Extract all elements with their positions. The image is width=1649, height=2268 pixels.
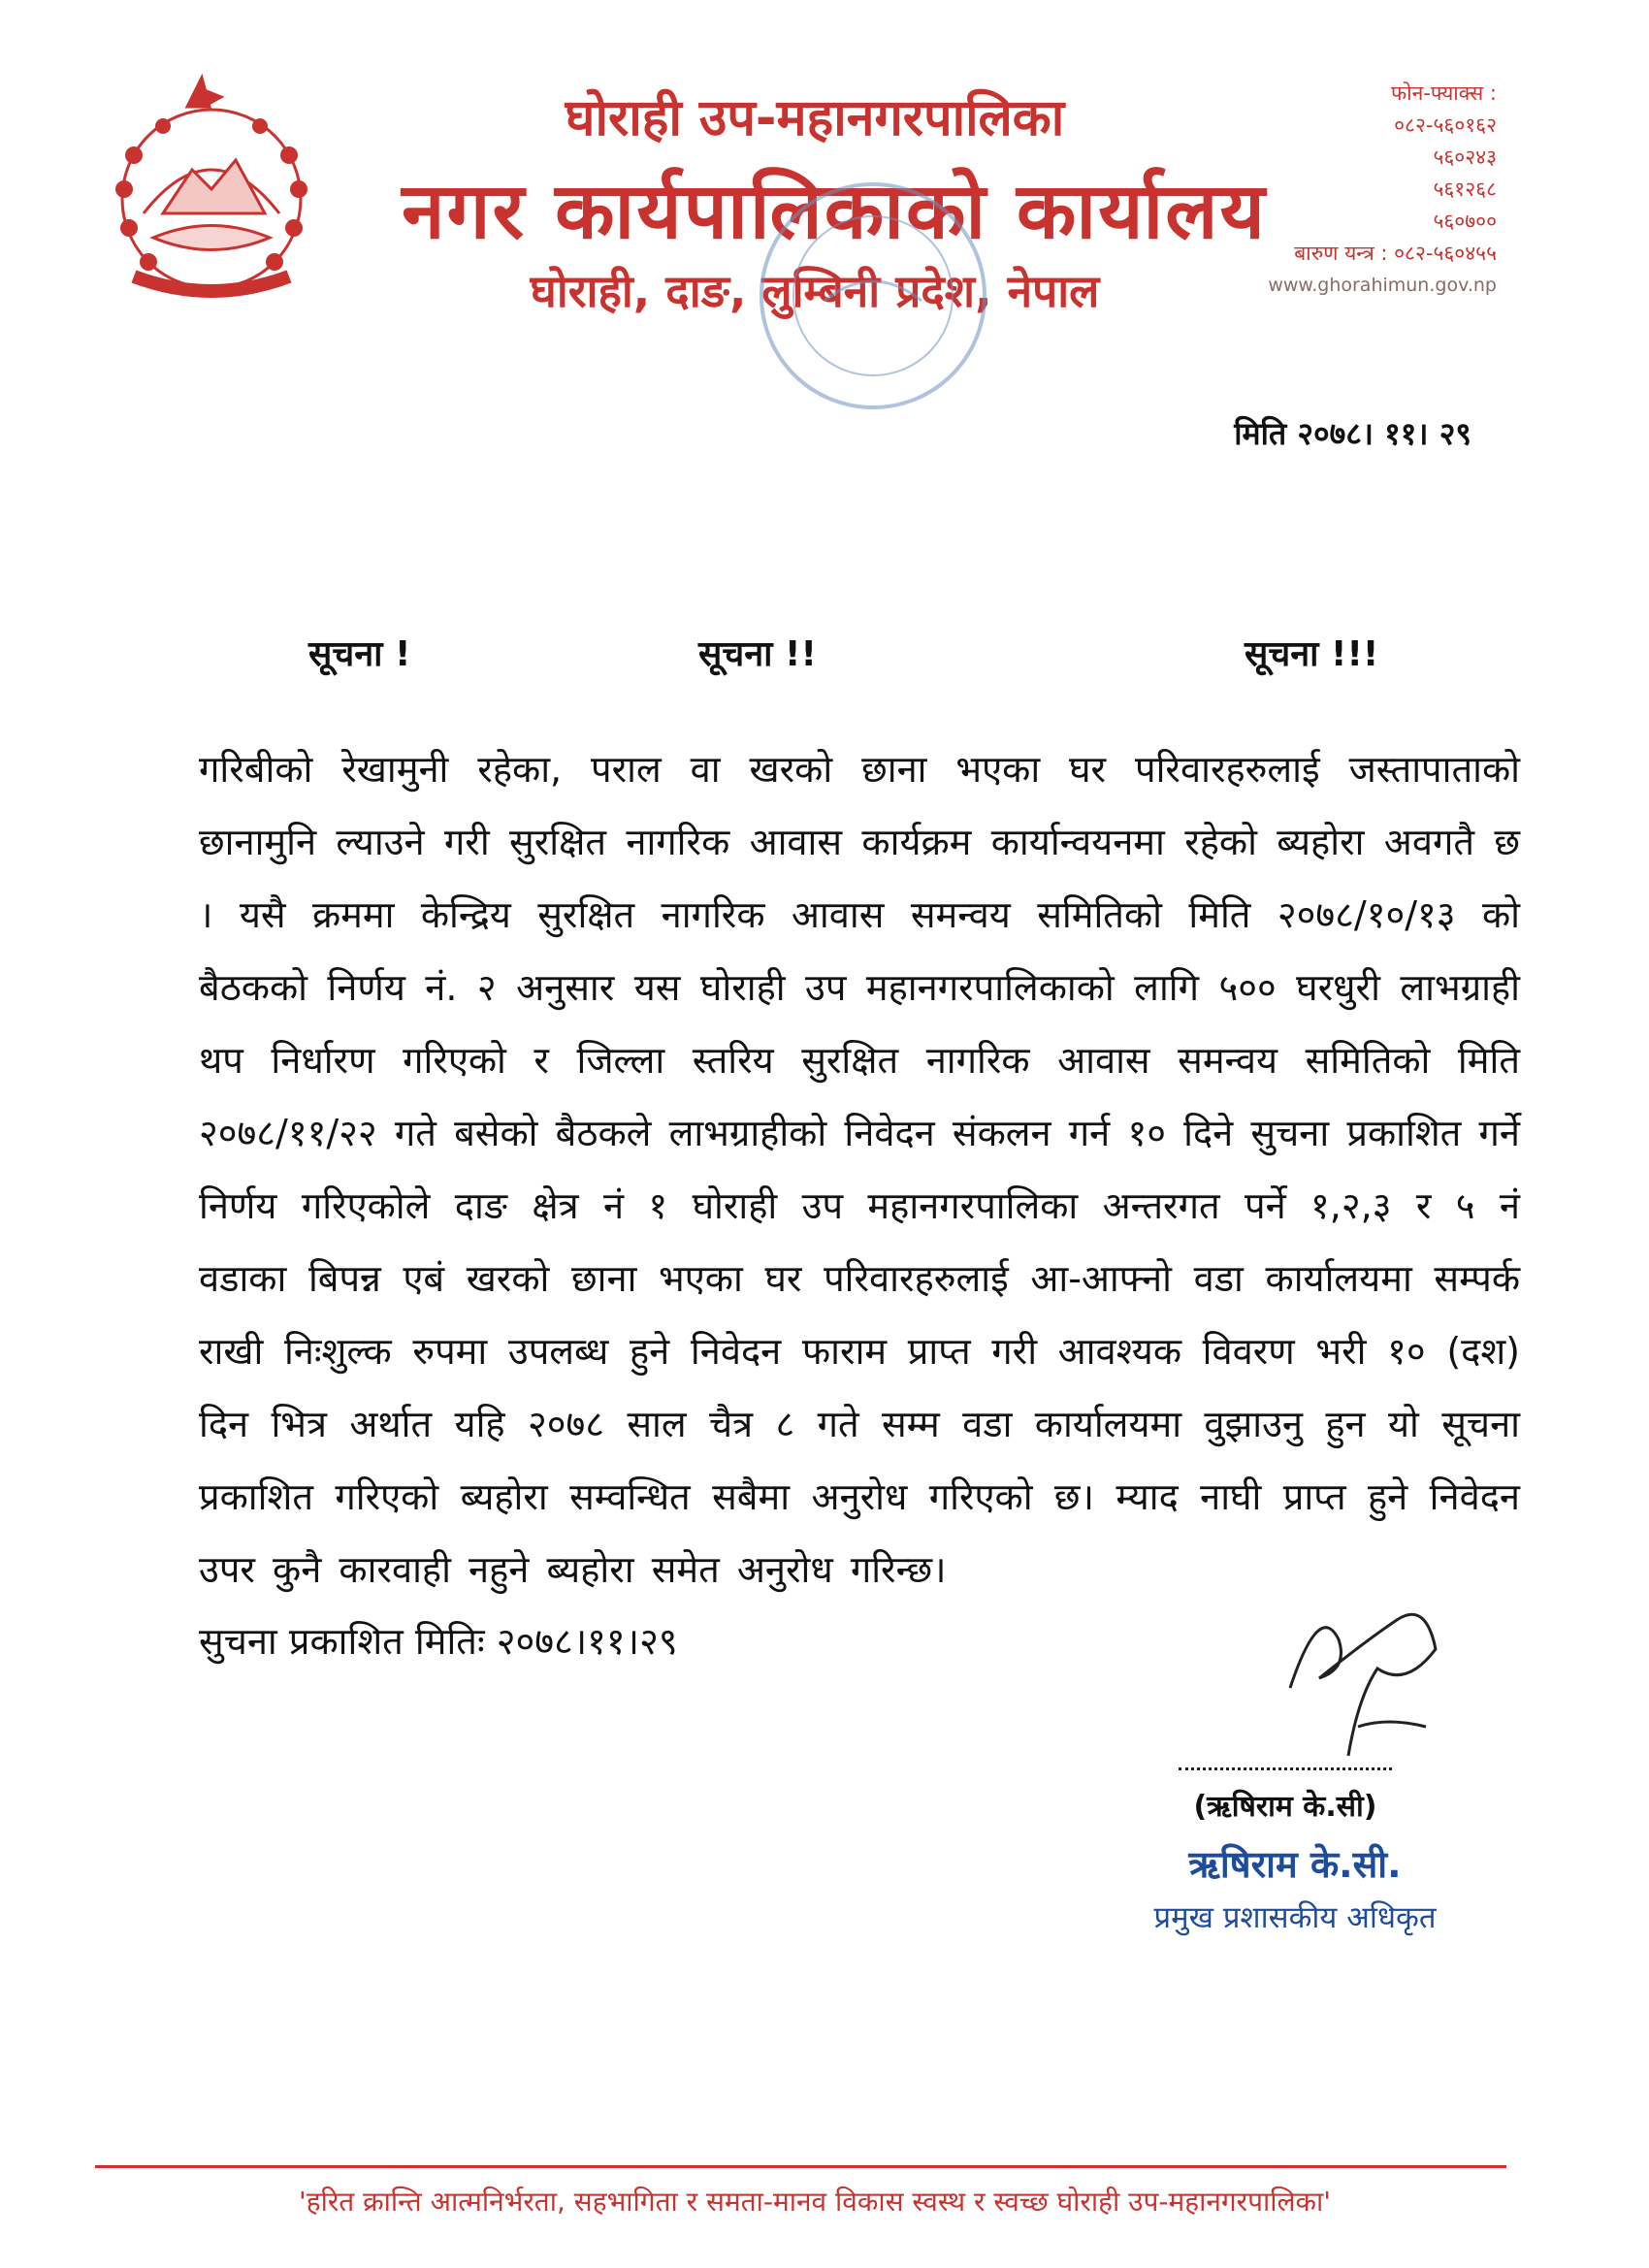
notice-heading: सूचना !! (698, 634, 817, 674)
signatory-name: ऋषिराम के.सी. (1188, 1843, 1402, 1886)
nepal-government-emblem-icon (95, 68, 328, 310)
letter-date: मिति २०७८। ११। २९ (1234, 415, 1471, 452)
office-seal-stamp-icon (737, 165, 1009, 427)
notice-heading: सूचना ! (308, 634, 411, 674)
phone-number: ०८२-५६०१६२ (1394, 113, 1497, 137)
municipality-name: घोराही उप-महानगरपालिका (565, 89, 1065, 147)
footer-divider (95, 2165, 1506, 2168)
handwritten-signature-icon (1261, 1581, 1455, 1766)
contact-block (1206, 78, 1497, 302)
phone-fax-label: फोन-फ्याक्स : (1390, 81, 1497, 105)
signatory-designation: प्रमुख प्रशासकीय अधिकृत (1153, 1900, 1437, 1935)
phone-number: ५६०२४३ (1433, 146, 1497, 169)
notice-heading: सूचना !!! (1245, 634, 1379, 674)
fire-brigade-number: बारुण यन्त्र : ०८२-५६०४५५ (1294, 242, 1497, 265)
website-link[interactable]: www.ghorahimun.gov.np (1268, 275, 1497, 296)
phone-number: ५६०७०० (1433, 210, 1497, 233)
office-title: नगर कार्यपालिकाको कार्यालय (402, 166, 1267, 256)
published-date: सुचना प्रकाशित मितिः २०७८।११।२९ (199, 1620, 678, 1663)
footer-slogan: 'हरित क्रान्ति आत्मनिर्भरता, सहभागिता र समता-मानव विकास स्वस्थ र स्वच्छ घोराही उप-महानगरपालिका' (299, 2186, 1331, 2218)
phone-number: ५६१२६८ (1433, 178, 1497, 201)
office-address: घोराही, दाङ, लुम्बिनी प्रदेश, नेपाल (530, 265, 1100, 317)
notice-body: गरिबीको रेखामुनी रहेका, पराल वा खरको छाना भएका घर परिवारहरुलाई जस्तापाताको छानामुनि ल्याउने गरी सुरक्षित नागरिक आवास कार्यक्रम कार्यान्वयनमा रहेको ब्यहोरा अवगतै छ । यसै क्रममा केन्द्रिय सुरक्षित नागरिक आवास समन्वय समितिको मिति २०७८/१०/१३ को बैठकको निर्णय नं. २ अनुसार यस घोराही उप महानगरपालिकाको लागि ५०० घरधुरी लाभग्राही थप निर्धारण गरिएको र जिल्ला स्तरिय सुरक्षित नागरिक आवास समन्वय समितिको मिति २०७८/११/२२ गते बसेको बैठकले लाभग्राहीको निवेदन संकलन गर्न १० दिने सुचना प्रकाशित गर्ने निर्णय गरिएकोले दाङ क्षेत्र नं १ घोराही उप महानगरपालिका अन्तरगत पर्ने १,२,३ र ५ नं वडाका बिपन्न एबं खरको छाना भएका घर परिवारहरुलाई आ-आफ्नो वडा कार्यालयमा सम्पर्क राखी निःशुल्क रुपमा उपलब्ध हुने निवेदन फाराम प्राप्त गरी आवश्यक विवरण भरी १० (दश) दिन भित्र अर्थात यहि २०७८ साल चैत्र ८ गते सम्म वडा कार्यालयमा वुझाउनु हुन यो सूचना प्रकाशित गरिएको ब्यहोरा सम्वन्धित सबैमा अनुरोध गरिएको छ। म्याद नाघी प्राप्त हुने निवेदन उपर कुनै कारवाही नहुने ब्यहोरा समेत अनुरोध गरिन्छ। (199, 748, 1520, 1591)
signature-line (1179, 1767, 1392, 1770)
signatory-name-parenthesized: (ऋषिराम के.सी) (1193, 1790, 1377, 1824)
